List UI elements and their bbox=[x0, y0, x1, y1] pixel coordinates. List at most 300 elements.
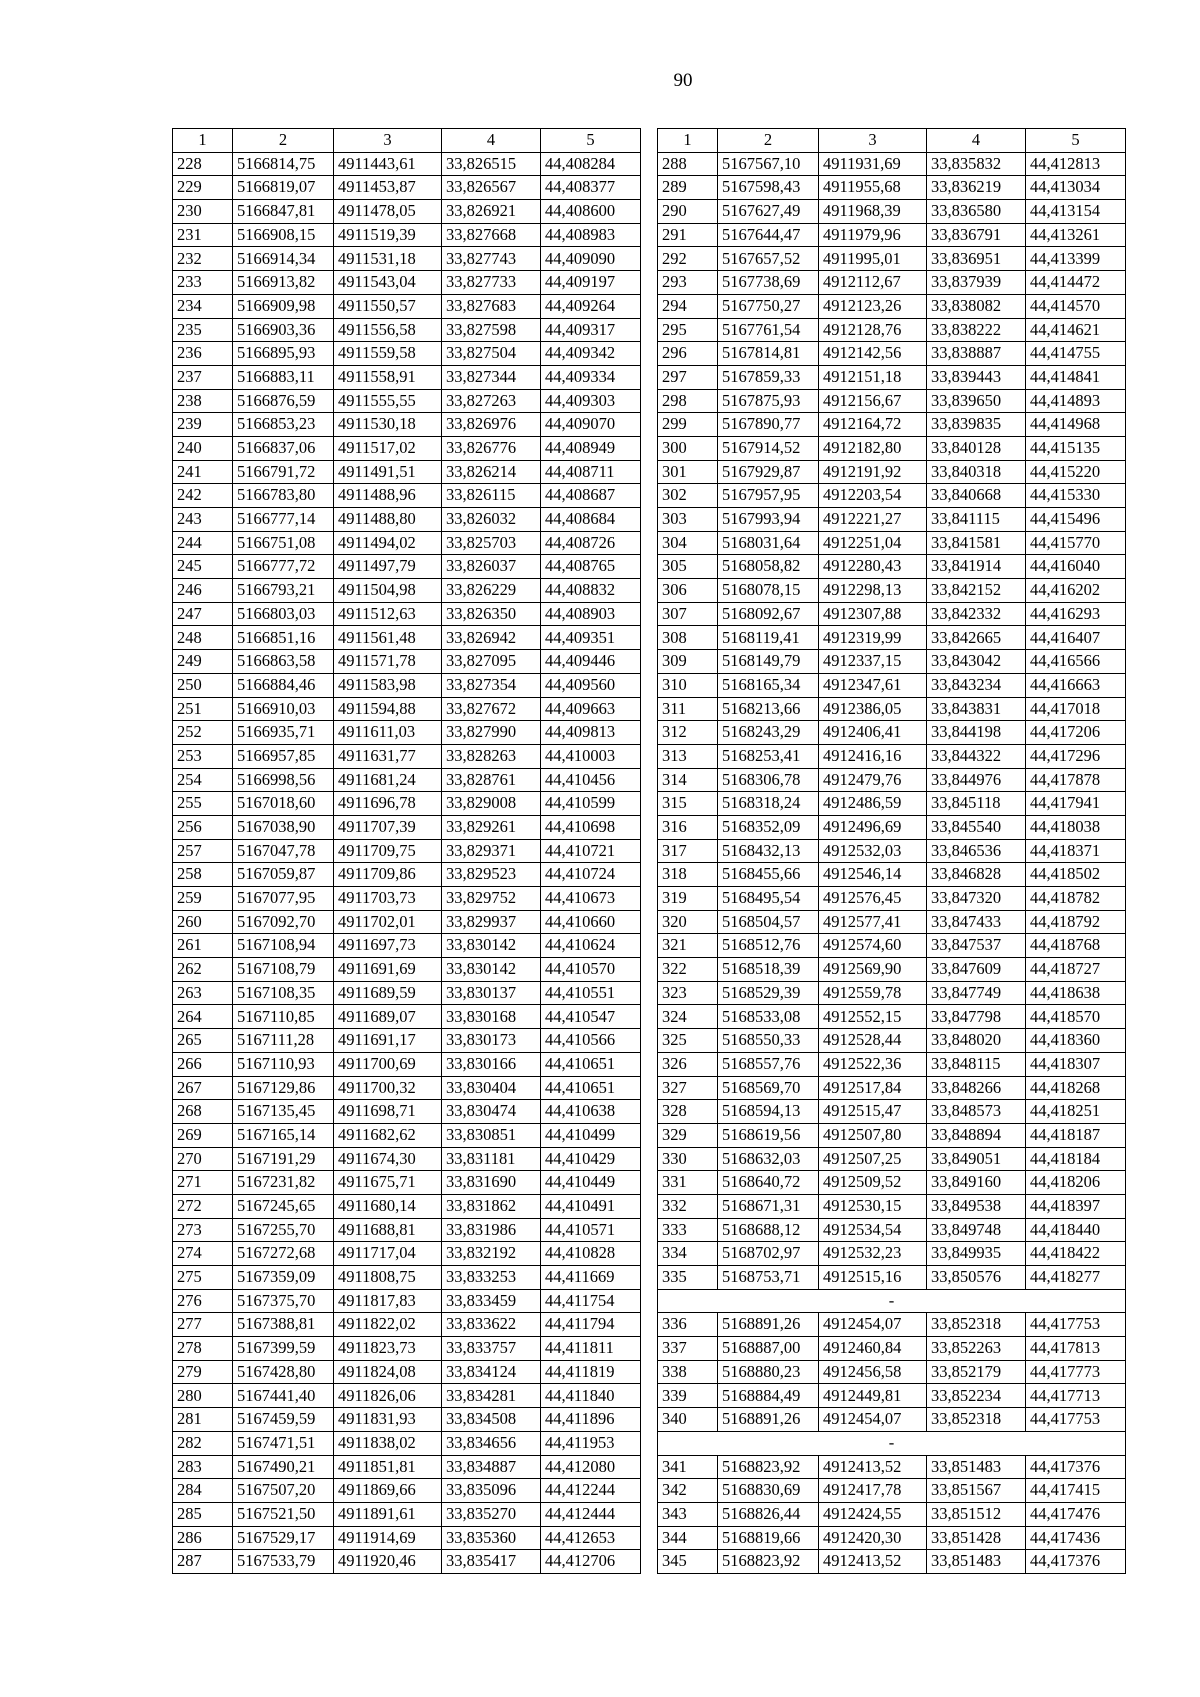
table-cell: 44,417773 bbox=[1026, 1360, 1126, 1384]
table-cell: 44,410456 bbox=[541, 768, 641, 792]
table-cell: 4912406,41 bbox=[819, 721, 927, 745]
table-cell: 33,827733 bbox=[442, 271, 541, 295]
table-cell: 276 bbox=[173, 1289, 233, 1313]
table-cell: 5168352,09 bbox=[718, 815, 819, 839]
table-cell: 33,832192 bbox=[442, 1242, 541, 1266]
table-cell: 33,827095 bbox=[442, 650, 541, 674]
table-cell: 4911583,98 bbox=[334, 673, 442, 697]
table-row bbox=[658, 1384, 1126, 1408]
table-cell: 33,833253 bbox=[442, 1266, 541, 1290]
table-cell: 44,410624 bbox=[541, 934, 641, 958]
table-cell: 4911682,62 bbox=[334, 1123, 442, 1147]
table-cell: 33,852318 bbox=[927, 1408, 1026, 1432]
table-cell: 33,845540 bbox=[927, 815, 1026, 839]
table-cell: 4912128,76 bbox=[819, 318, 927, 342]
table-cell: 5168891,26 bbox=[718, 1313, 819, 1337]
table-cell: 33,839835 bbox=[927, 413, 1026, 437]
table-cell: 4911914,69 bbox=[334, 1526, 442, 1550]
table-cell: 44,417813 bbox=[1026, 1337, 1126, 1361]
coordinates-table-right bbox=[657, 128, 1126, 1574]
table-cell: 44,409663 bbox=[541, 697, 641, 721]
table-cell: 5166803,03 bbox=[233, 602, 334, 626]
table-cell: 4911631,77 bbox=[334, 744, 442, 768]
table-cell: 5166819,07 bbox=[233, 176, 334, 200]
table-cell: 5167521,50 bbox=[233, 1502, 334, 1526]
table-row bbox=[173, 1337, 641, 1361]
table-cell: 4911826,06 bbox=[334, 1384, 442, 1408]
table-cell: 4911594,88 bbox=[334, 697, 442, 721]
table-row bbox=[658, 508, 1126, 532]
table-row bbox=[658, 247, 1126, 271]
table-cell: 33,847320 bbox=[927, 887, 1026, 911]
table-cell: 44,414755 bbox=[1026, 342, 1126, 366]
table-cell: 273 bbox=[173, 1218, 233, 1242]
table-cell: 301 bbox=[658, 460, 718, 484]
table-cell: 5168529,39 bbox=[718, 981, 819, 1005]
table-cell: 33,827263 bbox=[442, 389, 541, 413]
table-cell: 44,412080 bbox=[541, 1455, 641, 1479]
table-cell: 4911488,96 bbox=[334, 484, 442, 508]
table-cell: 340 bbox=[658, 1408, 718, 1432]
table-cell: 343 bbox=[658, 1502, 718, 1526]
table-cell: 4911681,24 bbox=[334, 768, 442, 792]
table-cell: 4912123,26 bbox=[819, 294, 927, 318]
table-cell: 44,408832 bbox=[541, 579, 641, 603]
column-header: 2 bbox=[718, 129, 819, 153]
table-cell: 274 bbox=[173, 1242, 233, 1266]
table-row bbox=[173, 1266, 641, 1290]
table-row bbox=[173, 176, 641, 200]
table-cell: 330 bbox=[658, 1147, 718, 1171]
table-cell: 33,829371 bbox=[442, 839, 541, 863]
table-cell: 5167929,87 bbox=[718, 460, 819, 484]
table-cell: 44,413034 bbox=[1026, 176, 1126, 200]
table-cell: 44,418307 bbox=[1026, 1052, 1126, 1076]
table-cell: 5167135,45 bbox=[233, 1100, 334, 1124]
table-cell: 5166883,11 bbox=[233, 365, 334, 389]
table-cell: 4911530,18 bbox=[334, 413, 442, 437]
table-row bbox=[173, 152, 641, 176]
table-row bbox=[173, 1147, 641, 1171]
table-cell: 231 bbox=[173, 223, 233, 247]
table-cell: 341 bbox=[658, 1455, 718, 1479]
table-row bbox=[658, 1266, 1126, 1290]
table-cell: 44,409090 bbox=[541, 247, 641, 271]
table-cell: 5167359,09 bbox=[233, 1266, 334, 1290]
table-cell: 4912522,36 bbox=[819, 1052, 927, 1076]
table-cell: 4911531,18 bbox=[334, 247, 442, 271]
table-cell: 44,417941 bbox=[1026, 792, 1126, 816]
table-cell: 44,414472 bbox=[1026, 271, 1126, 295]
table-cell: 5168619,56 bbox=[718, 1123, 819, 1147]
table-cell: 33,827672 bbox=[442, 697, 541, 721]
table-cell: 33,830404 bbox=[442, 1076, 541, 1100]
table-row bbox=[658, 1194, 1126, 1218]
table-cell: 33,831181 bbox=[442, 1147, 541, 1171]
table-cell: 4911931,69 bbox=[819, 152, 927, 176]
table-row bbox=[658, 934, 1126, 958]
table-cell: 44,410828 bbox=[541, 1242, 641, 1266]
table-cell: 255 bbox=[173, 792, 233, 816]
table-row bbox=[658, 1408, 1126, 1432]
table-cell: 312 bbox=[658, 721, 718, 745]
table-cell: 33,827354 bbox=[442, 673, 541, 697]
table-cell: 33,842665 bbox=[927, 626, 1026, 650]
table-cell: 44,416040 bbox=[1026, 555, 1126, 579]
table-cell: 4911702,01 bbox=[334, 910, 442, 934]
table-cell: 258 bbox=[173, 863, 233, 887]
table-cell: 5168092,67 bbox=[718, 602, 819, 626]
table-cell: 247 bbox=[173, 602, 233, 626]
table-cell: 44,417206 bbox=[1026, 721, 1126, 745]
table-cell: 33,835832 bbox=[927, 152, 1026, 176]
table-row bbox=[173, 1289, 641, 1313]
table-row bbox=[658, 555, 1126, 579]
column-header: 1 bbox=[173, 129, 233, 153]
table-row bbox=[658, 1502, 1126, 1526]
table-cell: 345 bbox=[658, 1550, 718, 1574]
table-cell: 44,416293 bbox=[1026, 602, 1126, 626]
table-row bbox=[173, 768, 641, 792]
table-cell: 44,417476 bbox=[1026, 1502, 1126, 1526]
table-cell: 5167108,35 bbox=[233, 981, 334, 1005]
column-header: 3 bbox=[819, 129, 927, 153]
table-row bbox=[658, 1123, 1126, 1147]
table-cell: 331 bbox=[658, 1171, 718, 1195]
table-cell: 257 bbox=[173, 839, 233, 863]
table-cell: 5166909,98 bbox=[233, 294, 334, 318]
table-cell: 4911824,08 bbox=[334, 1360, 442, 1384]
table-row bbox=[173, 626, 641, 650]
table-cell: 268 bbox=[173, 1100, 233, 1124]
table-cell: 33,834656 bbox=[442, 1431, 541, 1455]
table-cell: 278 bbox=[173, 1337, 233, 1361]
table-row bbox=[658, 1337, 1126, 1361]
table-row bbox=[658, 792, 1126, 816]
table-cell: 332 bbox=[658, 1194, 718, 1218]
table-cell: 5167047,78 bbox=[233, 839, 334, 863]
table-cell: 4911478,05 bbox=[334, 200, 442, 224]
table-cell: 229 bbox=[173, 176, 233, 200]
table-cell: 33,847433 bbox=[927, 910, 1026, 934]
table-cell: 33,838222 bbox=[927, 318, 1026, 342]
table-row bbox=[658, 413, 1126, 437]
table-cell: 4911555,55 bbox=[334, 389, 442, 413]
table-cell: 311 bbox=[658, 697, 718, 721]
table-cell: 44,416202 bbox=[1026, 579, 1126, 603]
table-cell: 33,826032 bbox=[442, 508, 541, 532]
table-cell: 33,838887 bbox=[927, 342, 1026, 366]
table-cell: 4911851,81 bbox=[334, 1455, 442, 1479]
table-cell: 5168702,97 bbox=[718, 1242, 819, 1266]
table-row bbox=[173, 508, 641, 532]
table-cell: 33,825703 bbox=[442, 531, 541, 555]
table-cell: 4912417,78 bbox=[819, 1479, 927, 1503]
table-cell: 44,415135 bbox=[1026, 436, 1126, 460]
table-cell: 272 bbox=[173, 1194, 233, 1218]
table-row bbox=[658, 673, 1126, 697]
table-cell: 44,409351 bbox=[541, 626, 641, 650]
table-cell: 44,408284 bbox=[541, 152, 641, 176]
table-cell: 316 bbox=[658, 815, 718, 839]
table-cell: 44,409070 bbox=[541, 413, 641, 437]
table-row bbox=[173, 1242, 641, 1266]
table-cell: 4912460,84 bbox=[819, 1337, 927, 1361]
table-cell: 44,408903 bbox=[541, 602, 641, 626]
table-cell: 5166910,03 bbox=[233, 697, 334, 721]
table-row bbox=[173, 744, 641, 768]
table-cell: 33,848573 bbox=[927, 1100, 1026, 1124]
table-cell: 262 bbox=[173, 958, 233, 982]
table-cell: 5168253,41 bbox=[718, 744, 819, 768]
table-cell: 33,827668 bbox=[442, 223, 541, 247]
table-cell: 5166863,58 bbox=[233, 650, 334, 674]
table-cell: 5167388,81 bbox=[233, 1313, 334, 1337]
table-cell: 5168819,66 bbox=[718, 1526, 819, 1550]
table-cell: 33,843234 bbox=[927, 673, 1026, 697]
table-cell: 33,830166 bbox=[442, 1052, 541, 1076]
table-cell: 4911453,87 bbox=[334, 176, 442, 200]
table-row bbox=[658, 294, 1126, 318]
table-cell: 4911995,01 bbox=[819, 247, 927, 271]
column-header: 4 bbox=[442, 129, 541, 153]
table-row bbox=[173, 602, 641, 626]
table-cell: 5167490,21 bbox=[233, 1455, 334, 1479]
table-cell: 5167092,70 bbox=[233, 910, 334, 934]
table-cell: 327 bbox=[658, 1076, 718, 1100]
table-cell: 33,826350 bbox=[442, 602, 541, 626]
table-cell: 4912203,54 bbox=[819, 484, 927, 508]
table-row bbox=[658, 1455, 1126, 1479]
table-cell: 5167471,51 bbox=[233, 1431, 334, 1455]
table-cell: 44,411754 bbox=[541, 1289, 641, 1313]
table-cell: 4912479,76 bbox=[819, 768, 927, 792]
table-row bbox=[173, 460, 641, 484]
table-row bbox=[658, 768, 1126, 792]
table-cell: 5167059,87 bbox=[233, 863, 334, 887]
table-cell: 44,408684 bbox=[541, 508, 641, 532]
table-cell: 33,835360 bbox=[442, 1526, 541, 1550]
table-cell: 44,417376 bbox=[1026, 1455, 1126, 1479]
table-cell: 44,409303 bbox=[541, 389, 641, 413]
table-cell: 44,418187 bbox=[1026, 1123, 1126, 1147]
table-cell: 5168823,92 bbox=[718, 1550, 819, 1574]
table-cell: 270 bbox=[173, 1147, 233, 1171]
table-cell: 5167761,54 bbox=[718, 318, 819, 342]
table-cell: 313 bbox=[658, 744, 718, 768]
table-cell: 277 bbox=[173, 1313, 233, 1337]
table-cell: 5167110,93 bbox=[233, 1052, 334, 1076]
table-cell: 344 bbox=[658, 1526, 718, 1550]
table-row bbox=[173, 484, 641, 508]
table-cell: 33,842152 bbox=[927, 579, 1026, 603]
table-cell: 4912413,52 bbox=[819, 1550, 927, 1574]
table-cell: 252 bbox=[173, 721, 233, 745]
table-cell: 44,410651 bbox=[541, 1076, 641, 1100]
separator-dash: - bbox=[658, 1289, 1126, 1313]
table-cell: 5167441,40 bbox=[233, 1384, 334, 1408]
table-row bbox=[173, 365, 641, 389]
table-cell: 44,408377 bbox=[541, 176, 641, 200]
table-cell: 4911504,98 bbox=[334, 579, 442, 603]
table-cell: 33,841115 bbox=[927, 508, 1026, 532]
table-cell: 44,410570 bbox=[541, 958, 641, 982]
table-cell: 5168550,33 bbox=[718, 1029, 819, 1053]
table-cell: 5166914,34 bbox=[233, 247, 334, 271]
table-cell: 33,831986 bbox=[442, 1218, 541, 1242]
table-cell: 5167038,90 bbox=[233, 815, 334, 839]
table-cell: 33,826567 bbox=[442, 176, 541, 200]
table-cell: 4911543,04 bbox=[334, 271, 442, 295]
table-row bbox=[173, 318, 641, 342]
table-cell: 33,847609 bbox=[927, 958, 1026, 982]
table-cell: 44,410429 bbox=[541, 1147, 641, 1171]
table-row bbox=[173, 650, 641, 674]
table-row bbox=[658, 887, 1126, 911]
table-cell: 5167993,94 bbox=[718, 508, 819, 532]
table-cell: 5167957,95 bbox=[718, 484, 819, 508]
table-cell: 4912569,90 bbox=[819, 958, 927, 982]
table-cell: 319 bbox=[658, 887, 718, 911]
table-cell: 265 bbox=[173, 1029, 233, 1053]
table-cell: 4912577,41 bbox=[819, 910, 927, 934]
table-cell: 44,412813 bbox=[1026, 152, 1126, 176]
table-cell: 44,418184 bbox=[1026, 1147, 1126, 1171]
column-header: 2 bbox=[233, 129, 334, 153]
table-cell: 5168632,03 bbox=[718, 1147, 819, 1171]
table-cell: 4912280,43 bbox=[819, 555, 927, 579]
table-cell: 4912532,03 bbox=[819, 839, 927, 863]
table-cell: 4911561,48 bbox=[334, 626, 442, 650]
table-cell: 5166814,75 bbox=[233, 152, 334, 176]
table-cell: 44,413399 bbox=[1026, 247, 1126, 271]
table-row bbox=[658, 436, 1126, 460]
table-cell: 5168594,13 bbox=[718, 1100, 819, 1124]
table-cell: 5166851,16 bbox=[233, 626, 334, 650]
table-cell: 33,840318 bbox=[927, 460, 1026, 484]
table-cell: 44,415330 bbox=[1026, 484, 1126, 508]
table-cell: 322 bbox=[658, 958, 718, 982]
table-cell: 33,846536 bbox=[927, 839, 1026, 863]
table-cell: 5168455,66 bbox=[718, 863, 819, 887]
table-cell: 245 bbox=[173, 555, 233, 579]
table-cell: 33,839650 bbox=[927, 389, 1026, 413]
table-cell: 44,418570 bbox=[1026, 1005, 1126, 1029]
table-cell: 294 bbox=[658, 294, 718, 318]
table-cell: 44,418440 bbox=[1026, 1218, 1126, 1242]
table-cell: 323 bbox=[658, 981, 718, 1005]
table-cell: 5167875,93 bbox=[718, 389, 819, 413]
table-cell: 44,418792 bbox=[1026, 910, 1126, 934]
table-row bbox=[658, 1029, 1126, 1053]
table-cell: 4912298,13 bbox=[819, 579, 927, 603]
table-cell: 44,410566 bbox=[541, 1029, 641, 1053]
table-cell: 33,851567 bbox=[927, 1479, 1026, 1503]
table-row bbox=[173, 1502, 641, 1526]
table-cell: 44,411794 bbox=[541, 1313, 641, 1337]
table-cell: 33,834887 bbox=[442, 1455, 541, 1479]
table-row bbox=[658, 721, 1126, 745]
table-cell: 293 bbox=[658, 271, 718, 295]
table-cell: 44,408983 bbox=[541, 223, 641, 247]
table-cell: 5167507,20 bbox=[233, 1479, 334, 1503]
table-cell: 328 bbox=[658, 1100, 718, 1124]
table-cell: 307 bbox=[658, 602, 718, 626]
table-cell: 44,418422 bbox=[1026, 1242, 1126, 1266]
table-cell: 243 bbox=[173, 508, 233, 532]
table-cell: 5168884,49 bbox=[718, 1384, 819, 1408]
table-cell: 264 bbox=[173, 1005, 233, 1029]
table-cell: 5166793,21 bbox=[233, 579, 334, 603]
table-cell: 237 bbox=[173, 365, 233, 389]
table-cell: 4912530,15 bbox=[819, 1194, 927, 1218]
table-cell: 33,842332 bbox=[927, 602, 1026, 626]
table-cell: 308 bbox=[658, 626, 718, 650]
table-cell: 33,827683 bbox=[442, 294, 541, 318]
table-cell: 44,418206 bbox=[1026, 1171, 1126, 1195]
table-cell: 251 bbox=[173, 697, 233, 721]
table-cell: 4911823,73 bbox=[334, 1337, 442, 1361]
table-cell: 5167245,65 bbox=[233, 1194, 334, 1218]
table-row bbox=[173, 1550, 641, 1574]
table-cell: 254 bbox=[173, 768, 233, 792]
table-cell: 4912156,67 bbox=[819, 389, 927, 413]
table-cell: 33,836791 bbox=[927, 223, 1026, 247]
table-cell: 5167567,10 bbox=[718, 152, 819, 176]
table-cell: 4911558,91 bbox=[334, 365, 442, 389]
table-row bbox=[658, 1052, 1126, 1076]
table-cell: 5168432,13 bbox=[718, 839, 819, 863]
table-cell: 44,416566 bbox=[1026, 650, 1126, 674]
table-cell: 281 bbox=[173, 1408, 233, 1432]
table-cell: 4912337,15 bbox=[819, 650, 927, 674]
table-cell: 4911443,61 bbox=[334, 152, 442, 176]
table-cell: 5168504,57 bbox=[718, 910, 819, 934]
table-cell: 33,826976 bbox=[442, 413, 541, 437]
table-cell: 4912507,80 bbox=[819, 1123, 927, 1147]
table-cell: 4911968,39 bbox=[819, 200, 927, 224]
table-row bbox=[658, 271, 1126, 295]
table-cell: 303 bbox=[658, 508, 718, 532]
table-cell: 4912386,05 bbox=[819, 697, 927, 721]
table-cell: 335 bbox=[658, 1266, 718, 1290]
table-cell: 5166998,56 bbox=[233, 768, 334, 792]
table-row bbox=[658, 1550, 1126, 1574]
column-header: 5 bbox=[541, 129, 641, 153]
table-cell: 4911700,69 bbox=[334, 1052, 442, 1076]
table-cell: 279 bbox=[173, 1360, 233, 1384]
table-cell: 5166913,82 bbox=[233, 271, 334, 295]
table-cell: 33,833622 bbox=[442, 1313, 541, 1337]
table-cell: 33,829523 bbox=[442, 863, 541, 887]
table-row bbox=[658, 697, 1126, 721]
table-cell: 4911920,46 bbox=[334, 1550, 442, 1574]
table-cell: 33,835417 bbox=[442, 1550, 541, 1574]
table-cell: 298 bbox=[658, 389, 718, 413]
table-cell: 33,830142 bbox=[442, 934, 541, 958]
table-cell: 44,417753 bbox=[1026, 1313, 1126, 1337]
table-cell: 5166853,23 bbox=[233, 413, 334, 437]
table-cell: 44,415220 bbox=[1026, 460, 1126, 484]
table-cell: 5166957,85 bbox=[233, 744, 334, 768]
table-cell: 5167627,49 bbox=[718, 200, 819, 224]
separator-dash: - bbox=[658, 1431, 1126, 1455]
table-cell: 33,830851 bbox=[442, 1123, 541, 1147]
table-cell: 5168119,41 bbox=[718, 626, 819, 650]
table-cell: 33,826214 bbox=[442, 460, 541, 484]
table-cell: 4911979,96 bbox=[819, 223, 927, 247]
table-row bbox=[173, 839, 641, 863]
